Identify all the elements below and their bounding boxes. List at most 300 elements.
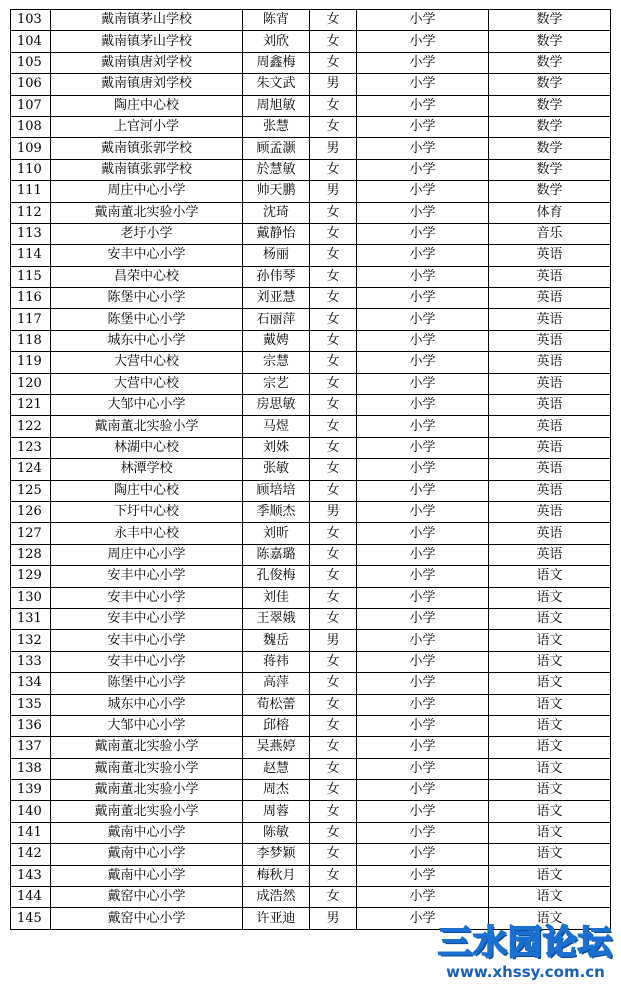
gender-cell: 女 [310,352,357,373]
teacher-name-cell: 戴静怡 [243,223,310,244]
gender-cell: 女 [310,523,357,544]
gender-cell: 女 [310,566,357,587]
school-name-cell: 大营中心校 [51,373,243,394]
subject-cell: 英语 [489,288,611,309]
row-number-cell: 127 [11,523,51,544]
row-number-cell: 133 [11,651,51,672]
teacher-name-cell: 刘佳 [243,587,310,608]
table-row [11,223,611,244]
school-name-cell: 戴南镇唐刘学校 [51,74,243,95]
school-name-cell: 昌荣中心校 [51,266,243,287]
school-name-cell: 周庄中心小学 [51,544,243,565]
table-row [11,309,611,330]
teacher-name-cell: 蒋祎 [243,651,310,672]
gender-cell: 女 [310,459,357,480]
subject-cell: 英语 [489,416,611,437]
table-row [11,887,611,908]
subject-cell: 英语 [489,309,611,330]
gender-cell: 女 [310,159,357,180]
table-row [11,673,611,694]
subject-cell: 数学 [489,31,611,52]
subject-cell: 体育 [489,202,611,223]
subject-cell: 语文 [489,673,611,694]
table-row [11,416,611,437]
subject-cell: 语文 [489,822,611,843]
teacher-name-cell: 高萍 [243,673,310,694]
subject-cell: 语文 [489,844,611,865]
row-number-cell: 139 [11,780,51,801]
gender-cell: 女 [310,10,357,31]
subject-cell: 语文 [489,694,611,715]
teacher-name-cell: 陈嘉璐 [243,544,310,565]
school-name-cell: 陶庄中心校 [51,95,243,116]
school-level-cell: 小学 [357,608,489,629]
school-name-cell: 戴南镇张郭学校 [51,138,243,159]
school-level-cell: 小学 [357,288,489,309]
school-name-cell: 陈堡中心小学 [51,309,243,330]
teacher-name-cell: 陈敏 [243,822,310,843]
school-name-cell: 大邹中心小学 [51,395,243,416]
table-row [11,608,611,629]
school-name-cell: 戴南镇茅山学校 [51,10,243,31]
table-row [11,630,611,651]
subject-cell: 语文 [489,651,611,672]
subject-cell: 英语 [489,395,611,416]
subject-cell: 语文 [489,587,611,608]
gender-cell: 女 [310,801,357,822]
table-row [11,352,611,373]
site-watermark [438,924,613,990]
row-number-cell: 109 [11,138,51,159]
school-level-cell: 小学 [357,822,489,843]
row-number-cell: 113 [11,223,51,244]
school-level-cell: 小学 [357,10,489,31]
school-name-cell: 下圩中心校 [51,501,243,522]
subject-cell: 语文 [489,737,611,758]
teacher-name-cell: 於慧敏 [243,159,310,180]
school-name-cell: 戴南镇唐刘学校 [51,52,243,73]
gender-cell: 女 [310,330,357,351]
table-row [11,715,611,736]
row-number-cell: 144 [11,887,51,908]
table-row [11,31,611,52]
table-row [11,116,611,137]
row-number-cell: 134 [11,673,51,694]
gender-cell: 女 [310,95,357,116]
gender-cell: 女 [310,608,357,629]
teacher-name-cell: 宗慧 [243,352,310,373]
school-level-cell: 小学 [357,181,489,202]
row-number-cell: 140 [11,801,51,822]
row-number-cell: 123 [11,437,51,458]
row-number-cell: 132 [11,630,51,651]
row-number-cell: 141 [11,822,51,843]
school-name-cell: 戴南董北实验小学 [51,202,243,223]
school-name-cell: 戴南镇张郭学校 [51,159,243,180]
gender-cell: 女 [310,437,357,458]
gender-cell: 女 [310,395,357,416]
school-level-cell: 小学 [357,202,489,223]
teacher-name-cell: 周蓉 [243,801,310,822]
teacher-name-cell: 刘欣 [243,31,310,52]
teacher-name-cell: 周旭敏 [243,95,310,116]
teacher-name-cell: 刘昕 [243,523,310,544]
school-name-cell: 安丰中心小学 [51,566,243,587]
table-row [11,74,611,95]
subject-cell: 英语 [489,266,611,287]
subject-cell: 数学 [489,181,611,202]
subject-cell: 数学 [489,159,611,180]
subject-cell: 语文 [489,887,611,908]
teacher-name-cell: 帅天鹏 [243,181,310,202]
gender-cell: 女 [310,223,357,244]
teacher-name-cell: 戴娉 [243,330,310,351]
school-level-cell: 小学 [357,694,489,715]
row-number-cell: 145 [11,908,51,929]
table-row [11,480,611,501]
school-level-cell: 小学 [357,630,489,651]
row-number-cell: 115 [11,266,51,287]
row-number-cell: 143 [11,865,51,886]
teacher-name-cell: 宗艺 [243,373,310,394]
school-name-cell: 周庄中心小学 [51,181,243,202]
school-name-cell: 戴南董北实验小学 [51,737,243,758]
table-row [11,52,611,73]
school-level-cell: 小学 [357,844,489,865]
row-number-cell: 104 [11,31,51,52]
subject-cell: 数学 [489,74,611,95]
subject-cell: 语文 [489,630,611,651]
subject-cell: 语文 [489,608,611,629]
school-name-cell: 安丰中心小学 [51,245,243,266]
roster-body [11,10,611,930]
gender-cell: 女 [310,865,357,886]
row-number-cell: 135 [11,694,51,715]
subject-cell: 语文 [489,758,611,779]
table-row [11,737,611,758]
teacher-name-cell: 顾孟灏 [243,138,310,159]
table-row [11,801,611,822]
school-name-cell: 林湖中心校 [51,437,243,458]
gender-cell: 女 [310,715,357,736]
gender-cell: 女 [310,780,357,801]
row-number-cell: 124 [11,459,51,480]
school-level-cell: 小学 [357,266,489,287]
row-number-cell: 108 [11,116,51,137]
school-name-cell: 安丰中心小学 [51,587,243,608]
school-name-cell: 大营中心校 [51,352,243,373]
row-number-cell: 142 [11,844,51,865]
school-name-cell: 戴南董北实验小学 [51,758,243,779]
school-name-cell: 陶庄中心校 [51,480,243,501]
teacher-name-cell: 杨丽 [243,245,310,266]
teacher-roster-table [10,9,611,930]
gender-cell: 女 [310,737,357,758]
gender-cell: 女 [310,480,357,501]
teacher-name-cell: 陈宵 [243,10,310,31]
school-name-cell: 林潭学校 [51,459,243,480]
school-level-cell: 小学 [357,501,489,522]
gender-cell: 女 [310,544,357,565]
teacher-name-cell: 沈琦 [243,202,310,223]
subject-cell: 英语 [489,501,611,522]
gender-cell: 女 [310,758,357,779]
subject-cell: 语文 [489,865,611,886]
row-number-cell: 138 [11,758,51,779]
school-name-cell: 陈堡中心小学 [51,288,243,309]
row-number-cell: 118 [11,330,51,351]
gender-cell: 女 [310,266,357,287]
school-name-cell: 陈堡中心小学 [51,673,243,694]
gender-cell: 男 [310,501,357,522]
table-row [11,159,611,180]
row-number-cell: 130 [11,587,51,608]
row-number-cell: 136 [11,715,51,736]
table-row [11,373,611,394]
school-level-cell: 小学 [357,801,489,822]
gender-cell: 女 [310,116,357,137]
teacher-name-cell: 吴燕婷 [243,737,310,758]
row-number-cell: 121 [11,395,51,416]
school-level-cell: 小学 [357,715,489,736]
gender-cell: 女 [310,309,357,330]
subject-cell: 英语 [489,373,611,394]
school-level-cell: 小学 [357,908,489,929]
gender-cell: 女 [310,673,357,694]
table-row [11,202,611,223]
school-level-cell: 小学 [357,74,489,95]
subject-cell: 英语 [489,480,611,501]
subject-cell: 英语 [489,352,611,373]
table-row [11,245,611,266]
school-level-cell: 小学 [357,330,489,351]
table-row [11,651,611,672]
school-name-cell: 戴南董北实验小学 [51,801,243,822]
teacher-name-cell: 季顺杰 [243,501,310,522]
school-level-cell: 小学 [357,737,489,758]
table-row [11,10,611,31]
gender-cell: 女 [310,844,357,865]
teacher-name-cell: 孙伟琴 [243,266,310,287]
gender-cell: 男 [310,74,357,95]
school-level-cell: 小学 [357,52,489,73]
gender-cell: 男 [310,138,357,159]
table-row [11,566,611,587]
school-level-cell: 小学 [357,865,489,886]
teacher-name-cell: 成浩然 [243,887,310,908]
table-row [11,844,611,865]
subject-cell: 语文 [489,780,611,801]
table-row [11,138,611,159]
subject-cell: 数学 [489,52,611,73]
school-level-cell: 小学 [357,523,489,544]
teacher-name-cell: 刘姝 [243,437,310,458]
table-row [11,694,611,715]
subject-cell: 数学 [489,138,611,159]
school-name-cell: 戴南中心小学 [51,844,243,865]
school-level-cell: 小学 [357,780,489,801]
row-number-cell: 106 [11,74,51,95]
row-number-cell: 122 [11,416,51,437]
gender-cell: 女 [310,373,357,394]
teacher-name-cell: 王翠娥 [243,608,310,629]
school-name-cell: 永丰中心校 [51,523,243,544]
table-row [11,587,611,608]
school-name-cell: 安丰中心小学 [51,651,243,672]
school-level-cell: 小学 [357,566,489,587]
gender-cell: 女 [310,587,357,608]
row-number-cell: 128 [11,544,51,565]
table-row [11,501,611,522]
school-level-cell: 小学 [357,95,489,116]
row-number-cell: 119 [11,352,51,373]
row-number-cell: 126 [11,501,51,522]
gender-cell: 女 [310,52,357,73]
school-level-cell: 小学 [357,116,489,137]
teacher-name-cell: 赵慧 [243,758,310,779]
row-number-cell: 137 [11,737,51,758]
subject-cell: 数学 [489,116,611,137]
subject-cell: 语文 [489,801,611,822]
school-level-cell: 小学 [357,416,489,437]
school-name-cell: 城东中心小学 [51,330,243,351]
subject-cell: 英语 [489,330,611,351]
school-level-cell: 小学 [357,587,489,608]
row-number-cell: 116 [11,288,51,309]
subject-cell: 语文 [489,908,611,929]
teacher-name-cell: 魏岳 [243,630,310,651]
table-row [11,822,611,843]
school-level-cell: 小学 [357,395,489,416]
table-row [11,865,611,886]
teacher-name-cell: 马煜 [243,416,310,437]
table-row [11,523,611,544]
school-level-cell: 小学 [357,673,489,694]
row-number-cell: 117 [11,309,51,330]
row-number-cell: 112 [11,202,51,223]
gender-cell: 女 [310,202,357,223]
school-level-cell: 小学 [357,245,489,266]
gender-cell: 女 [310,288,357,309]
teacher-name-cell: 刘亚慧 [243,288,310,309]
school-name-cell: 戴南董北实验小学 [51,780,243,801]
gender-cell: 女 [310,416,357,437]
gender-cell: 女 [310,651,357,672]
table-row [11,544,611,565]
teacher-name-cell: 张敏 [243,459,310,480]
school-level-cell: 小学 [357,758,489,779]
school-level-cell: 小学 [357,373,489,394]
row-number-cell: 111 [11,181,51,202]
school-level-cell: 小学 [357,459,489,480]
school-name-cell: 戴南中心小学 [51,822,243,843]
gender-cell: 女 [310,694,357,715]
gender-cell: 女 [310,31,357,52]
teacher-name-cell: 邱榕 [243,715,310,736]
watermark-url: www.xhssy.com.cn [446,963,605,981]
school-level-cell: 小学 [357,159,489,180]
table-row [11,437,611,458]
teacher-name-cell: 荀松蕾 [243,694,310,715]
school-level-cell: 小学 [357,887,489,908]
subject-cell: 英语 [489,544,611,565]
row-number-cell: 105 [11,52,51,73]
table-row [11,459,611,480]
table-row [11,288,611,309]
subject-cell: 语文 [489,715,611,736]
subject-cell: 数学 [489,10,611,31]
table-row [11,95,611,116]
teacher-name-cell: 顾培培 [243,480,310,501]
teacher-name-cell: 周杰 [243,780,310,801]
subject-cell: 数学 [489,95,611,116]
school-name-cell: 戴窑中心小学 [51,908,243,929]
teacher-name-cell: 孔俊梅 [243,566,310,587]
teacher-name-cell: 张慧 [243,116,310,137]
table-row [11,780,611,801]
gender-cell: 女 [310,822,357,843]
gender-cell: 男 [310,630,357,651]
subject-cell: 英语 [489,459,611,480]
teacher-name-cell: 李梦颖 [243,844,310,865]
school-level-cell: 小学 [357,437,489,458]
subject-cell: 音乐 [489,223,611,244]
teacher-name-cell: 梅秋月 [243,865,310,886]
row-number-cell: 114 [11,245,51,266]
school-level-cell: 小学 [357,31,489,52]
school-name-cell: 戴南镇茅山学校 [51,31,243,52]
row-number-cell: 107 [11,95,51,116]
watermark-logo: 三水园论坛 [438,923,613,963]
table-row [11,758,611,779]
table-row [11,181,611,202]
row-number-cell: 103 [11,10,51,31]
gender-cell: 女 [310,245,357,266]
row-number-cell: 110 [11,159,51,180]
gender-cell: 男 [310,181,357,202]
teacher-name-cell: 许亚迪 [243,908,310,929]
school-level-cell: 小学 [357,480,489,501]
school-level-cell: 小学 [357,309,489,330]
gender-cell: 男 [310,908,357,929]
school-level-cell: 小学 [357,544,489,565]
table-row [11,330,611,351]
subject-cell: 英语 [489,523,611,544]
row-number-cell: 125 [11,480,51,501]
school-level-cell: 小学 [357,138,489,159]
subject-cell: 英语 [489,437,611,458]
row-number-cell: 131 [11,608,51,629]
teacher-name-cell: 房思敏 [243,395,310,416]
school-name-cell: 上官河小学 [51,116,243,137]
teacher-name-cell: 朱文武 [243,74,310,95]
subject-cell: 语文 [489,566,611,587]
school-name-cell: 老圩小学 [51,223,243,244]
gender-cell: 女 [310,887,357,908]
table-row [11,395,611,416]
teacher-name-cell: 周鑫梅 [243,52,310,73]
school-name-cell: 安丰中心小学 [51,630,243,651]
teacher-name-cell: 石丽萍 [243,309,310,330]
subject-cell: 英语 [489,245,611,266]
school-level-cell: 小学 [357,223,489,244]
row-number-cell: 120 [11,373,51,394]
table-row [11,266,611,287]
school-name-cell: 大邹中心小学 [51,715,243,736]
school-name-cell: 戴窑中心小学 [51,887,243,908]
school-level-cell: 小学 [357,651,489,672]
school-name-cell: 戴南中心小学 [51,865,243,886]
